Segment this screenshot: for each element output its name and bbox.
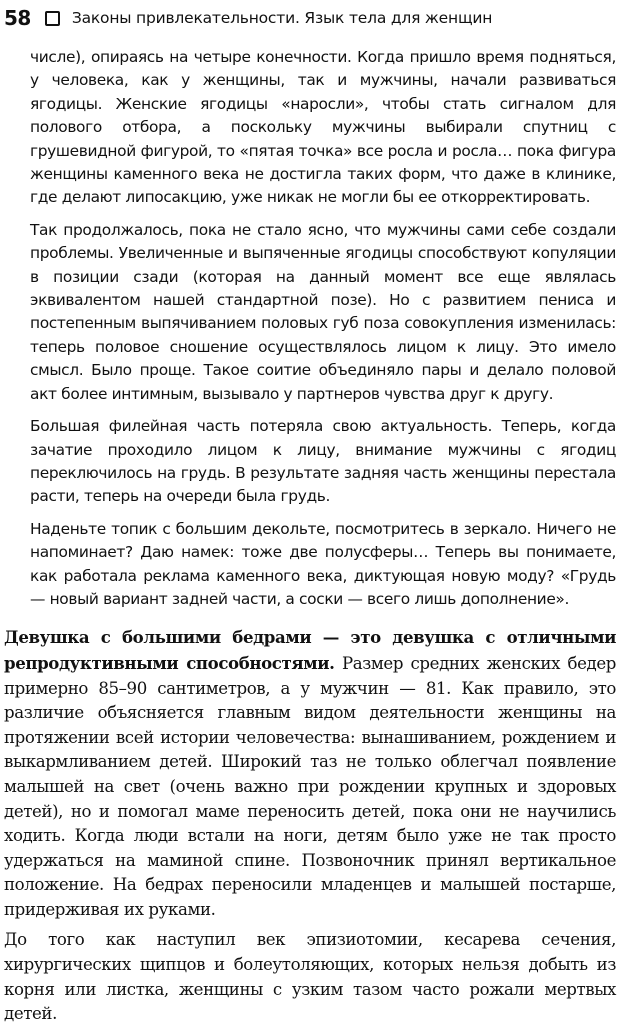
sidebar-paragraph: Большая филейная часть потеряла свою актуальность. Теперь, когда зачатие проходило лицом к лицу, внимание мужчины с ягодиц переключилось на грудь. В результате задняя часть женщины перестала расти, теперь на очереди была грудь. — [30, 417, 616, 506]
main-text-block — [4, 625, 616, 1027]
sidebar-paragraph: Наденьте топик с большим декольте, посмотритесь в зеркало. Ничего не напоминает? Даю намек: тоже две полусферы… Теперь вы понимаете, как работала реклама каменного века, диктующая новую моду? «Грудь — новый вариант задней части, а соски — всего лишь дополнение». — [30, 519, 616, 608]
running-head — [4, 6, 616, 30]
lead-body: Размер средних женских бедер примерно 85–90 сантиметров, а у мужчин — 81. Как правило, это различие объясняется главным видом деятельности женщины на протяжении всей истории человечества: вынашиванием, рождением и выкармливанием детей. Широкий таз не только облегчал появление малышей на свет (очень важно при рождении крупных и здоровых детей), но и помогал маме переносить детей, пока они не научились ходить. Когда люди встали на ноги, детям было уже не так просто удержаться на маминой спине. Позвоночник принял вертикальное положение. На бедрах переносили младенцев и малышей постарше, придерживая их руками. — [4, 653, 616, 919]
main-paragraph: До того как наступил век эпизиотомии, кесарева сечения, хирургических щипцов и болеутоляющих, которых нельзя добыть из корня или листка, женщины с узким тазом часто рожали мертвых детей. — [4, 930, 616, 1024]
running-title: Законы привлекательности. Язык тела для женщин — [71, 9, 493, 27]
sidebar-paragraph: Так продолжалось, пока не стало ясно, что мужчины сами себе создали проблемы. Увеличенные и выпяченные ягодицы способствуют копуляции в позиции сзади (которая на данный момент все еще являлась эквивалентом нашей стандартной позе). Но с развитием пениса и постепенным выпячиванием половых губ поза совокупления изменилась: теперь половое сношение осуществлялось лицом к лицу. Это имело смысл. Было проще. Такое соитие объединяло пары и делало половой акт более интимным, вызывало у партнеров чувства друг к другу. — [30, 220, 616, 403]
page-number: 58 — [4, 6, 31, 30]
lead-heading: Девушка с большими бедрами — это девушка с отличными репродуктивными способностями. — [4, 627, 616, 673]
sidebar-text-block — [30, 46, 616, 611]
sidebar-paragraph: числе), опираясь на четыре конечности. Когда пришло время подняться, у человека, как у женщины, так и мужчины, начали развиваться ягодицы. Женские ягодицы «наросли», чтобы стать сигналом для полового отбора, а поскольку мужчины выбирали спутниц с грушевидной фигурой, то «пятая точка» все росла и росла… пока фигура женщины каменного века не достигла таких форм, что даже в клинике, где делают липосакцию, уже никак не могли бы ее откорректировать. — [30, 48, 616, 207]
square-bullet-icon — [45, 11, 60, 26]
main-paragraph — [4, 625, 616, 922]
